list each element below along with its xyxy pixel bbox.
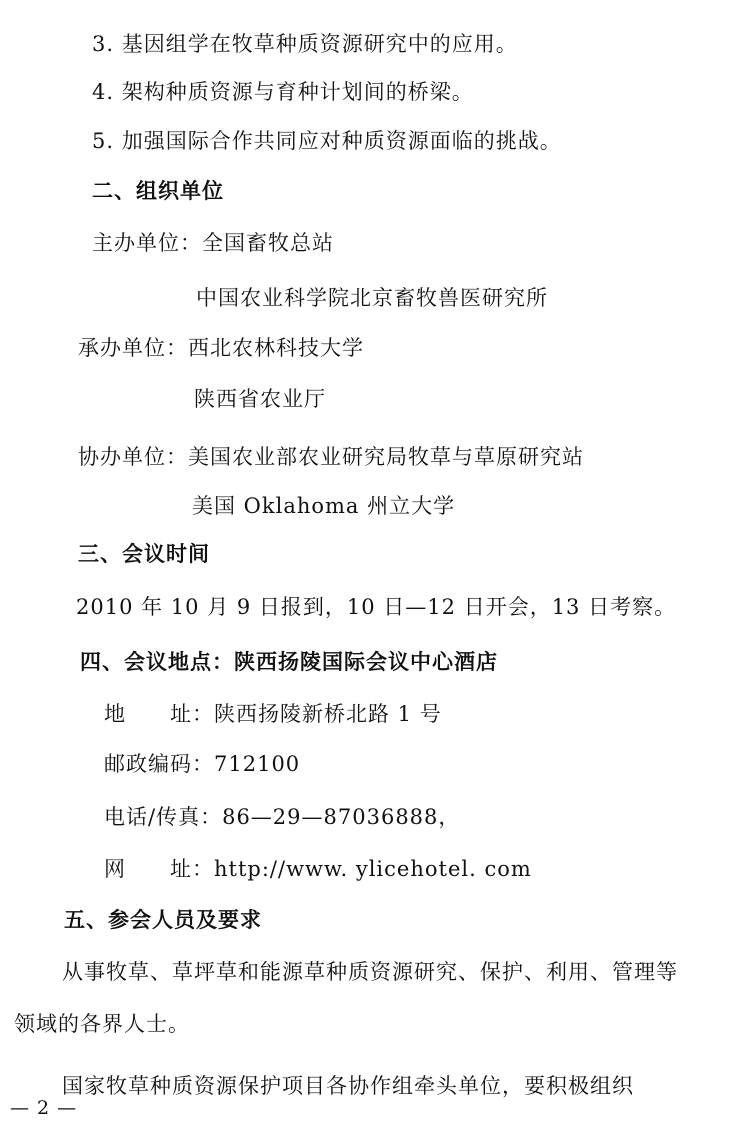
address-label: 地 址： <box>104 702 214 726</box>
organizer-name: 全国畜牧总站 <box>202 231 334 255</box>
attendees-paragraph-line: 领域的各界人士。 <box>14 1012 190 1036</box>
venue-row <box>80 648 498 676</box>
co-organizer-name: 美国 Oklahoma 州立大学 <box>192 494 456 518</box>
phone-value: 86—29—87036888， <box>222 805 461 829</box>
meeting-time-text: 2010 年 10 月 9 日报到，10 日—12 日开会，13 日考察。 <box>76 595 677 619</box>
section-heading-time: 三、会议时间 <box>78 542 210 566</box>
goal-item-4: 4. 架构种质资源与育种计划间的桥梁。 <box>92 80 474 104</box>
co-organizer-name: 美国农业部农业研究局牧草与草原研究站 <box>188 445 584 469</box>
page-number: — 2 — <box>10 1097 78 1119</box>
undertaker-row <box>78 334 364 362</box>
phone-row <box>104 803 460 831</box>
requirements-paragraph-line: 国家牧草种质资源保护项目各协作组牵头单位，要积极组织 <box>62 1074 634 1098</box>
phone-label: 电话/传真： <box>104 805 223 829</box>
website-label: 网 址： <box>104 857 214 881</box>
website-value: http://www. ylicehotel. com <box>214 857 532 881</box>
attendees-paragraph-line: 从事牧草、草坪草和能源草种质资源研究、保护、利用、管理等 <box>62 960 678 984</box>
goal-item-5: 5. 加强国际合作共同应对种质资源面临的挑战。 <box>92 129 562 153</box>
postcode-label: 邮政编码： <box>104 752 214 776</box>
address-value: 陕西扬陵新桥北路 1 号 <box>214 702 442 726</box>
organizer-label: 主办单位： <box>92 231 202 255</box>
undertaker-label: 承办单位： <box>78 336 188 360</box>
website-row <box>104 855 532 883</box>
co-organizer-row <box>78 443 584 471</box>
venue-name: 陕西扬陵国际会议中心酒店 <box>234 649 498 674</box>
organizer-row <box>92 229 334 257</box>
organizer-name: 中国农业科学院北京畜牧兽医研究所 <box>196 286 548 310</box>
section-heading-organizers: 二、组织单位 <box>92 179 224 203</box>
goal-item-3: 3. 基因组学在牧草种质资源研究中的应用。 <box>92 32 518 56</box>
postcode-row <box>104 750 300 778</box>
undertaker-name: 陕西省农业厅 <box>194 387 326 411</box>
section-heading-venue: 四、会议地点： <box>80 650 234 674</box>
undertaker-name: 西北农林科技大学 <box>188 336 364 360</box>
co-organizer-label: 协办单位： <box>78 445 188 469</box>
address-row <box>104 700 442 728</box>
section-heading-attendees: 五、参会人员及要求 <box>64 908 262 932</box>
postcode-value: 712100 <box>214 752 301 776</box>
